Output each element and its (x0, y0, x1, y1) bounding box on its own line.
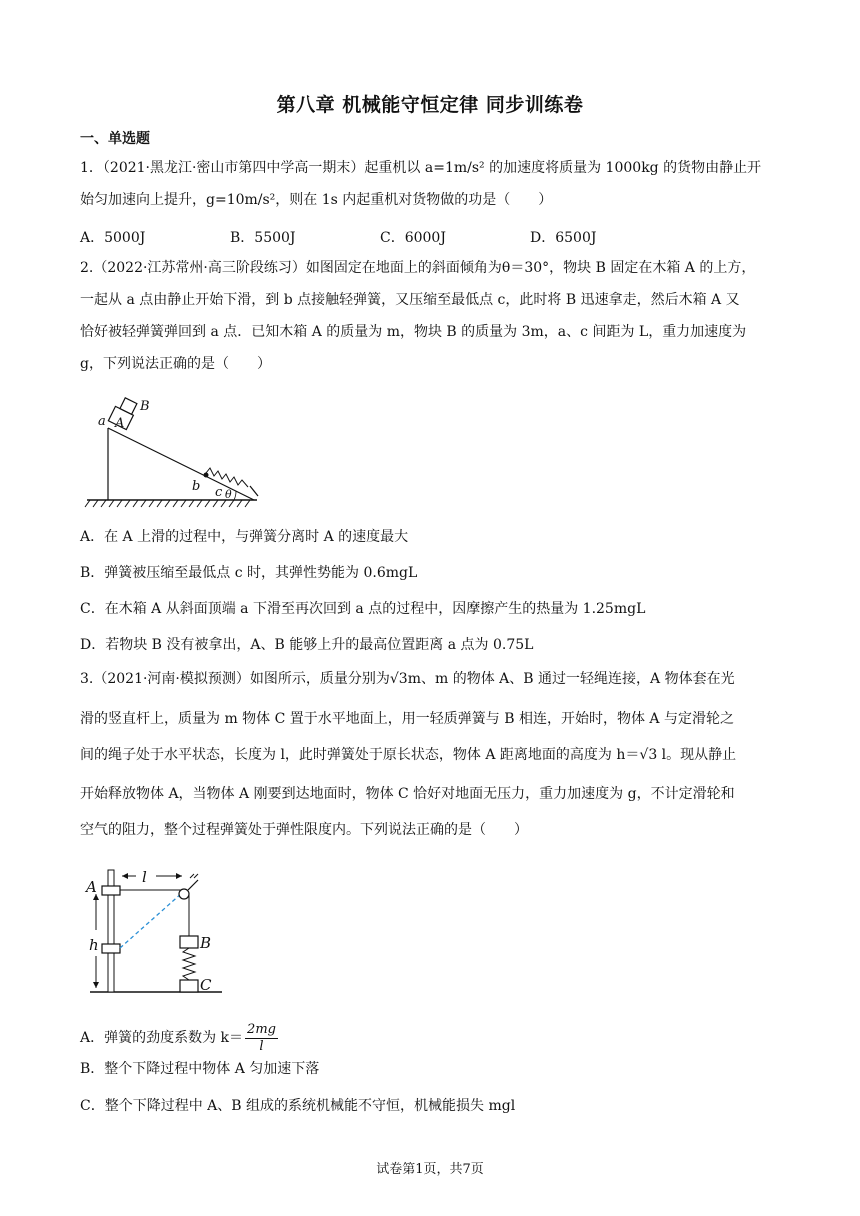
section-heading: 一、单选题 (80, 131, 150, 147)
q3-text-line-1: 3.（2021·河南·模拟预测）如图所示，质量分别为√3m、m 的物体 A、B 通过一轻绳连接，A 物体套在光 (80, 671, 735, 687)
q1-option-a: A．5000J (80, 230, 146, 246)
q1-option-b: B．5500J (230, 230, 296, 246)
q3-text-line-2: 滑的竖直杆上，质量为 m 物体 C 置于水平地面上，用一轻质弹簧与 B 相连，开始时，物体 A 与定滑轮之 (80, 711, 734, 727)
label-theta: θ (225, 488, 232, 501)
label-a: a (98, 414, 106, 429)
q3-text-line-5: 空气的阻力，整个过程弹簧处于弹性限度内。下列说法正确的是（ ） (80, 822, 528, 838)
fraction-numerator: 2mg (247, 1021, 276, 1037)
q3-option-c: C．整个下降过程中 A、B 组成的系统机械能不守恒，机械能损失 mgl (80, 1098, 516, 1114)
q3-option-a (80, 1020, 278, 1056)
label-B: B (140, 399, 150, 414)
q2-text-line-3: 恰好被轻弹簧弹回到 a 点．已知木箱 A 的质量为 m，物块 B 的质量为 3m，a、c 间距为 L，重力加速度为 (80, 324, 747, 340)
q3-text-line-4: 开始释放物体 A，当物体 A 刚要到达地面时，物体 C 恰好对地面无压力，重力加速度为 g，不计定滑轮和 (80, 786, 735, 802)
label-b: b (192, 479, 201, 494)
q2-option-d: D．若物块 B 没有被拿出，A、B 能够上升的最高位置距离 a 点为 0.75L (80, 637, 534, 653)
page-footer: 试卷第1页，共7页 (376, 1162, 484, 1177)
q1-options (80, 227, 650, 247)
label-A: A (86, 878, 97, 896)
q2-text-line-4: g，下列说法正确的是（ ） (80, 356, 271, 372)
q3-text-line-3: 间的绳子处于水平状态，长度为 l，此时弹簧处于原长状态，物体 A 距离地面的高度为 h＝√3 l。现从静止 (80, 747, 737, 763)
incline-figure (82, 390, 262, 510)
label-l: l (142, 868, 147, 886)
label-C: C (200, 976, 212, 994)
label-h: h (89, 936, 99, 954)
q2-text-line-2: 一起从 a 点由静止开始下滑，到 b 点接触轻弹簧，又压缩至最低点 c，此时将 B 迅速拿走，然后木箱 A 又 (80, 292, 740, 308)
q1-text-line-1: 1．（2021·黑龙江·密山市第四中学高一期末）起重机以 a=1m/s² 的加速度将质量为 1000kg 的货物由静止开 (80, 160, 762, 176)
page-title: 第八章 机械能守恒定律 同步训练卷 (276, 94, 584, 116)
q2-option-a: A．在 A 上滑的过程中，与弹簧分离时 A 的速度最大 (80, 529, 409, 545)
fraction-denominator: l (259, 1038, 264, 1054)
fraction (245, 1022, 278, 1055)
q2-option-b: B．弹簧被压缩至最低点 c 时，其弹性势能为 0.6mgL (80, 565, 418, 581)
label-c: c (215, 485, 223, 500)
q2-text-line-1: 2.（2022·江苏常州·高三阶段练习）如图固定在地面上的斜面倾角为θ＝30°，物块 B 固定在木箱 A 的上方， (80, 260, 756, 276)
pulley-figure (82, 860, 232, 1000)
q3-option-a-text: A．弹簧的劲度系数为 k＝ (80, 1030, 244, 1046)
label-B: B (200, 934, 212, 952)
q1-option-c: C．6000J (380, 230, 446, 246)
q2-option-c: C．在木箱 A 从斜面顶端 a 下滑至再次回到 a 点的过程中，因摩擦产生的热量为 1.25mgL (80, 601, 646, 617)
q1-text-line-2: 始匀加速向上提升，g=10m/s²，则在 1s 内起重机对货物做的功是（ ） (80, 192, 553, 208)
label-A: A (115, 416, 125, 431)
q1-option-d: D．6500J (530, 230, 597, 246)
q3-option-b: B．整个下降过程中物体 A 匀加速下落 (80, 1061, 320, 1077)
